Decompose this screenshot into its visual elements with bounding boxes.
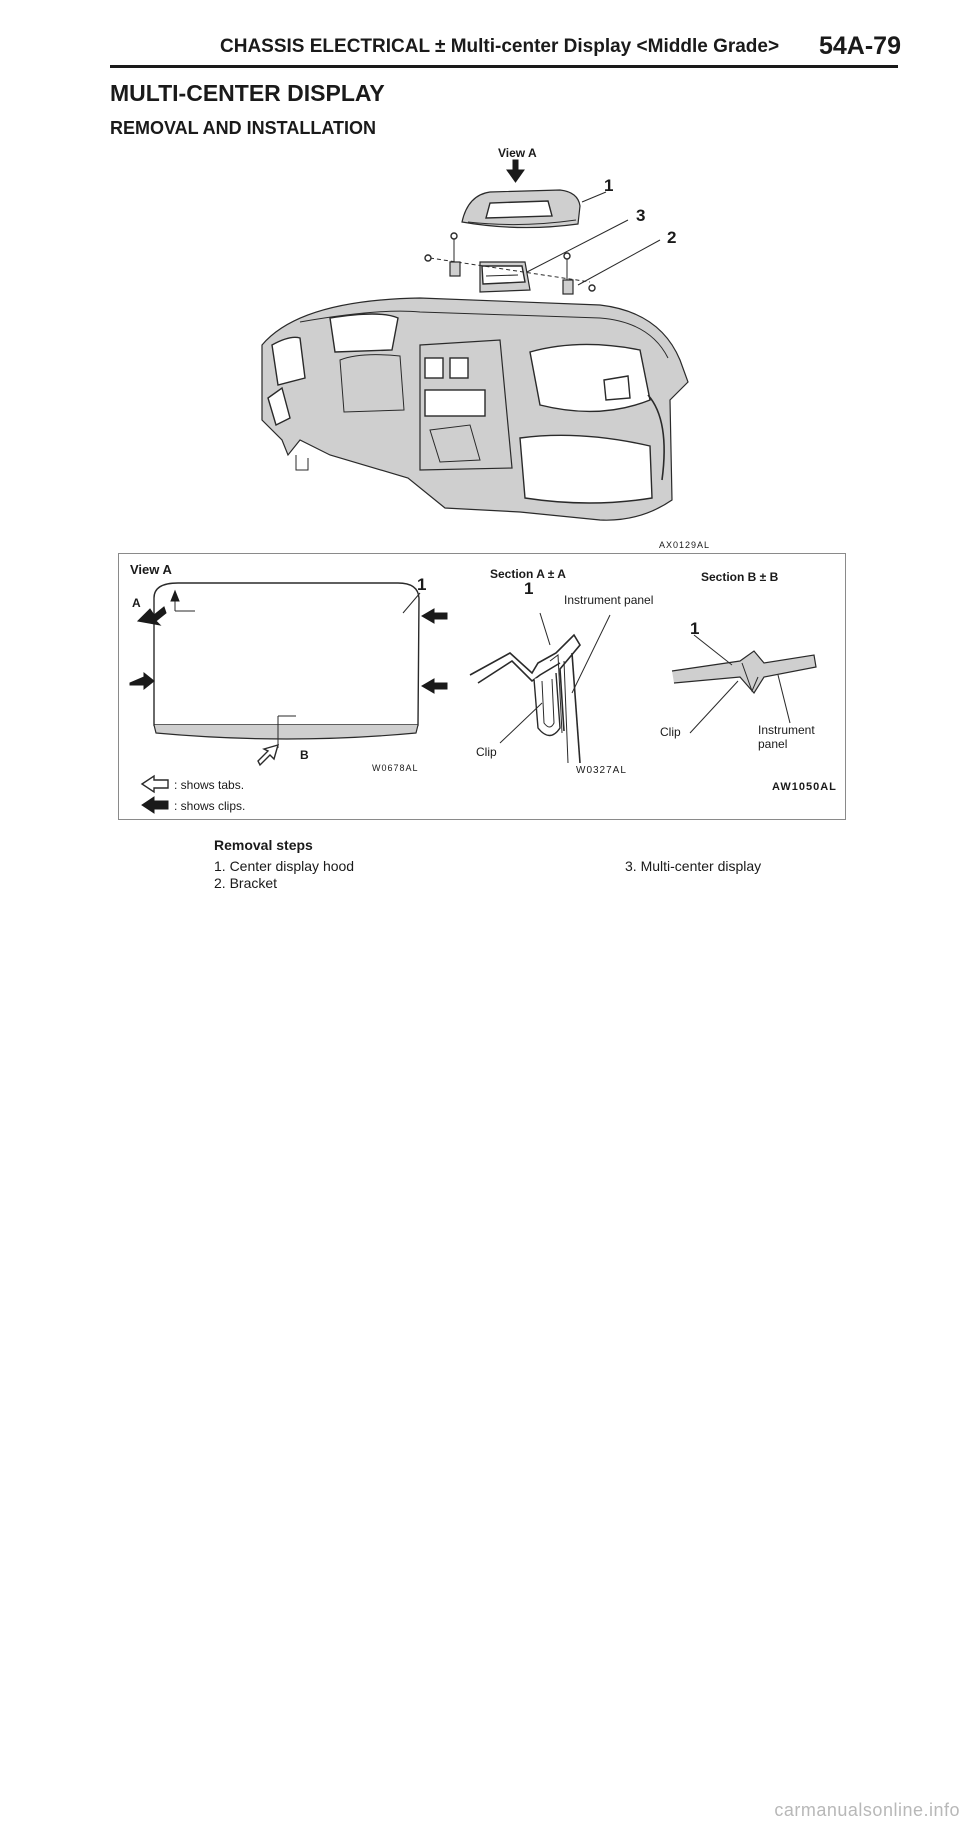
section-bb-detail [660, 553, 846, 820]
diagram-code-top: AX0129AL [659, 540, 711, 550]
section-aa-title: Section A ± A [490, 567, 566, 581]
section-bb-callout-1: 1 [690, 619, 700, 638]
section-aa-callout-1: 1 [524, 579, 534, 598]
legend [140, 774, 360, 818]
section-aa-drawing [460, 553, 680, 820]
view-a-code: W0678AL [372, 763, 419, 773]
dashboard-drawing [0, 0, 960, 560]
section-mark-a-left: A [132, 596, 141, 610]
view-a-callout-1: 1 [417, 575, 427, 594]
instrument-panel-drawing [262, 298, 688, 520]
view-arrow-icon [507, 160, 524, 182]
section-bb-instrument-panel: Instrument panel [758, 723, 815, 751]
section-aa-clip: Clip [476, 745, 497, 759]
section-bb-drawing [680, 553, 846, 820]
callout-1: 1 [604, 176, 614, 195]
running-header-title: CHASSIS ELECTRICAL ± Multi-center Display <Middle Grade> [220, 36, 780, 57]
dashboard-exploded-diagram [0, 0, 960, 560]
section-subheading: REMOVAL AND INSTALLATION [110, 118, 376, 138]
section-bb-code: AW1050AL [772, 781, 837, 793]
removal-step-2: 2. Bracket [214, 875, 278, 891]
section-aa-instrument-panel: Instrument panel [564, 593, 654, 607]
tab-arrow-icon [142, 776, 168, 792]
section-aa-detail [460, 553, 680, 820]
section-bb-clip: Clip [660, 725, 681, 739]
legend-clips: : shows clips. [174, 799, 246, 813]
section-heading: MULTI-CENTER DISPLAY [110, 80, 385, 106]
clip-arrow-icon [142, 797, 168, 813]
watermark: carmanualsonline.info [774, 1800, 960, 1820]
display-hood-part [462, 190, 606, 228]
section-bb-title: Section B ± B [701, 570, 779, 584]
callout-3: 3 [636, 206, 646, 225]
callout-2: 2 [667, 228, 677, 247]
view-a-title: View A [130, 562, 172, 577]
legend-tabs: : shows tabs. [174, 778, 245, 792]
removal-steps-title: Removal steps [214, 837, 313, 853]
section-aa-code: W0327AL [576, 765, 627, 776]
removal-step-1: 1. Center display hood [214, 858, 355, 874]
tab-arrow-icon [258, 745, 278, 765]
section-mark-b-bottom: B [300, 748, 309, 762]
page-number: 54A-79 [819, 32, 901, 60]
view-a-label: View A [498, 146, 537, 160]
removal-step-3: 3. Multi-center display [625, 858, 762, 874]
